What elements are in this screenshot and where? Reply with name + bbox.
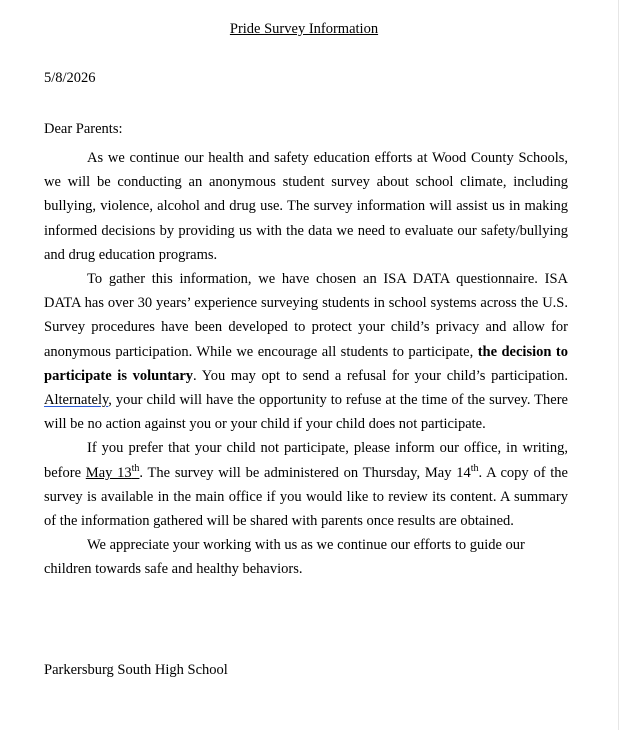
paragraph-4 bbox=[44, 533, 568, 581]
paragraph-2 bbox=[44, 267, 568, 436]
voluntary-emphasis: the decision to participate is voluntary bbox=[44, 343, 568, 384]
signature-school: Parkersburg South High School bbox=[44, 662, 228, 678]
deadline-date-sup: th bbox=[131, 462, 140, 474]
paragraph-2-text-c: , your child will have the opportunity to refuse at the time of the survey. There will be no action against you or your child if your child does not participate. bbox=[44, 392, 568, 433]
paragraph-3 bbox=[44, 436, 568, 533]
letter-title: Pride Survey Information bbox=[229, 21, 379, 37]
letter-date: 5/8/2026 bbox=[44, 70, 96, 86]
survey-date-sup: th bbox=[470, 462, 479, 474]
paragraph-2-text-b: . You may opt to send a refusal for your child’s participation. bbox=[193, 367, 568, 384]
letter-body bbox=[44, 146, 568, 582]
paragraph-3-text-b: . The survey will be administered on Thursday, May 14 bbox=[139, 464, 471, 481]
paragraph-1-text: As we continue our health and safety education efforts at Wood County Schools, we will be conducting an anonymous student survey about school climate, including bullying, violence, alcohol and drug use. The survey information will assist us in making informed decisions by providing us with the data we need to evaluate our safety/bullying and drug education programs. bbox=[44, 150, 568, 263]
deadline-date bbox=[85, 462, 140, 481]
spellcheck-word: Alternately bbox=[44, 392, 109, 409]
salutation: Dear Parents: bbox=[44, 121, 123, 137]
paragraph-3-text-a: If you prefer that your child not participate, please inform our office, in writing, before bbox=[44, 440, 568, 481]
paragraph-3-text-c: . A copy of the survey is available in the main office if you would like to review its content. A summary of the information gathered will be shared with parents once results are obtained. bbox=[44, 464, 568, 530]
paragraph-2-text-a: To gather this information, we have chosen an ISA DATA questionnaire. ISA DATA has over 30 years’ experience surveying students in school systems across the U.S. Survey procedures have been developed to protect your child’s privacy and allow for anonymous participation. While we encourage all students to participate, bbox=[44, 271, 568, 360]
deadline-date-text: May 13 bbox=[85, 464, 132, 481]
paragraph-4-text: We appreciate your working with us as we continue our efforts to guide our children towards safe and healthy behaviors. bbox=[44, 537, 525, 578]
paragraph-1 bbox=[44, 146, 568, 267]
